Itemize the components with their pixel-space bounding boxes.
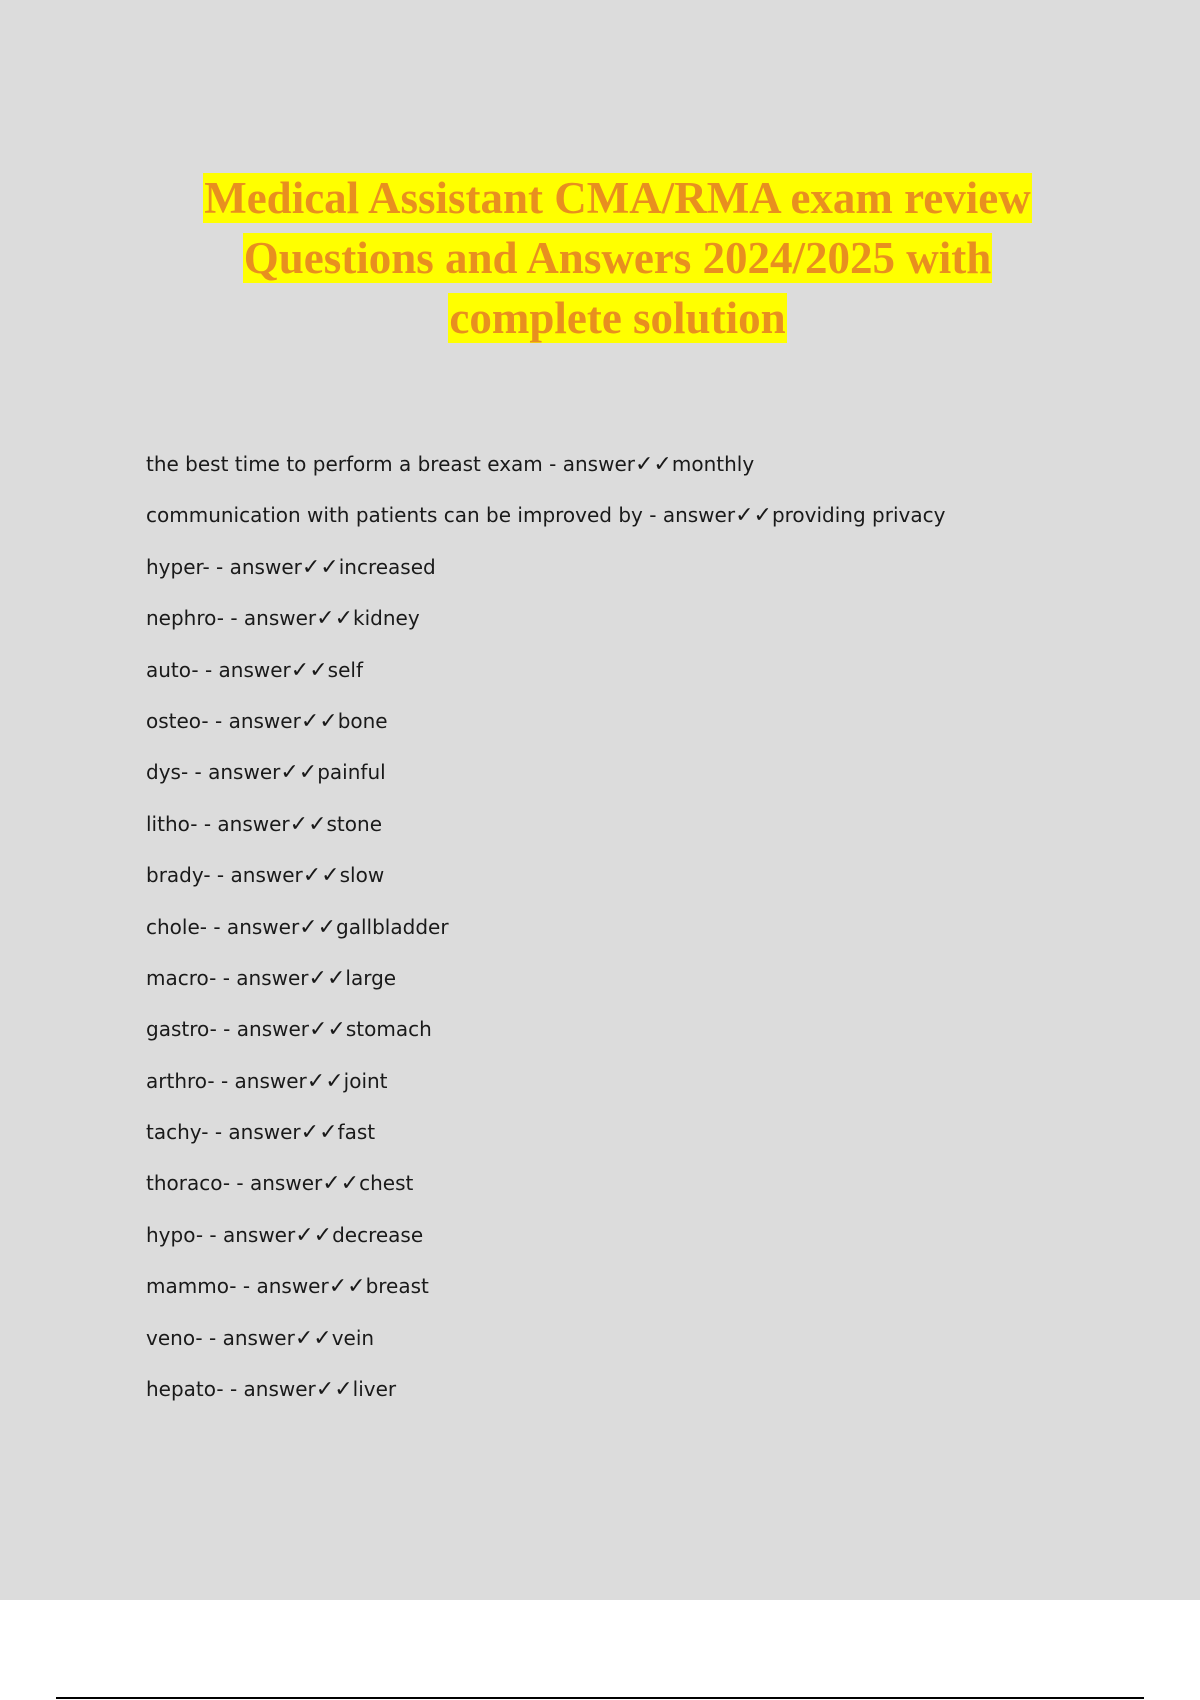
qa-item [146,860,1146,911]
check-mark-icon: ✓✓ [316,606,354,632]
check-mark-icon: ✓✓ [289,811,327,837]
check-mark-icon: ✓✓ [294,1325,332,1351]
check-mark-icon: ✓✓ [299,914,337,940]
question-text: veno- [146,1325,203,1350]
answer-text: providing privacy [771,503,946,528]
qa-item [146,912,1146,963]
qa-item [146,809,1146,860]
question-text: nephro- [146,606,224,631]
question-text: hepato- [146,1377,224,1402]
question-text: hyper- [146,554,210,579]
answer-separator: - answer [223,606,317,631]
question-text: thoraco- [146,1171,231,1196]
question-text: tachy- [146,1120,209,1145]
title-line-2: Questions and Answers 2024/2025 with [243,233,992,283]
check-mark-icon: ✓✓ [308,965,346,991]
qa-item [146,552,1146,603]
qa-item [146,449,1146,500]
answer-text: chest [359,1171,414,1196]
qa-item [146,757,1146,808]
qa-item [146,655,1146,706]
question-text: mammo- [146,1274,237,1299]
question-text: auto- [146,657,199,682]
question-text: brady- [146,863,211,888]
check-mark-icon: ✓✓ [302,863,340,889]
question-text: dys- [146,760,189,785]
qa-item [146,1323,1146,1374]
qa-item [146,1271,1146,1322]
answer-text: vein [331,1325,375,1350]
qa-item [146,1014,1146,1065]
answer-separator: - answer [202,1325,295,1350]
answer-separator: - answer [188,760,281,785]
answer-text: self [327,657,363,682]
answer-separator: - answer [210,863,303,888]
qa-item [146,1168,1146,1219]
check-mark-icon: ✓✓ [300,1120,338,1146]
title-line-1: Medical Assistant CMA/RMA exam review [204,173,1031,223]
qa-list [146,449,1146,1425]
answer-separator: - answer [216,1017,309,1042]
answer-text: painful [317,760,386,785]
question-text: litho- [146,811,198,836]
answer-separator: - answer [236,1274,329,1299]
answer-text: decrease [332,1222,424,1247]
answer-separator: - answer [223,1377,316,1402]
answer-text: kidney [353,606,420,631]
qa-item [146,1220,1146,1271]
qa-item [146,500,1146,551]
question-text: arthro- [146,1068,215,1093]
answer-text: bone [337,708,388,733]
question-text: communication with patients can be improved by [146,503,643,528]
check-mark-icon: ✓✓ [301,554,339,580]
answer-text: liver [352,1377,397,1402]
check-mark-icon: ✓✓ [306,1068,344,1094]
answer-separator: - answer [209,554,302,579]
answer-separator: - answer [542,452,635,476]
answer-text: fast [337,1120,376,1145]
check-mark-icon: ✓✓ [322,1171,360,1197]
question-text: chole- [146,914,207,939]
answer-text: monthly [671,452,755,476]
answer-separator: - answer [203,1222,296,1247]
answer-separator: - answer [198,657,291,682]
question-text: hypo- [146,1222,204,1247]
check-mark-icon: ✓✓ [328,1274,366,1300]
answer-text: breast [365,1274,429,1299]
check-mark-icon: ✓✓ [315,1377,353,1403]
answer-text: increased [338,554,436,579]
answer-text: slow [339,863,385,888]
answer-text: joint [343,1068,388,1093]
answer-separator: - answer [216,965,309,990]
answer-separator: - answer [208,708,301,733]
check-mark-icon: ✓✓ [295,1222,333,1248]
answer-separator: - answer [207,914,300,939]
answer-separator: - answer [197,811,290,836]
check-mark-icon: ✓✓ [634,452,672,477]
question-text: osteo- [146,708,209,733]
question-text: macro- [146,965,217,990]
check-mark-icon: ✓✓ [735,503,772,529]
document-title [0,168,1200,348]
answer-separator: - answer [230,1171,323,1196]
answer-text: large [345,965,397,990]
answer-separator: - answer [214,1068,307,1093]
qa-item [146,963,1146,1014]
answer-text: stone [326,811,382,836]
qa-item [146,1374,1146,1425]
question-text: gastro- [146,1017,217,1042]
footer-divider [56,1697,1144,1699]
qa-item [146,706,1146,757]
qa-item [146,1066,1146,1117]
answer-text: stomach [345,1017,432,1042]
qa-item [146,1117,1146,1168]
answer-separator: - answer [642,503,736,528]
check-mark-icon: ✓✓ [309,1017,346,1043]
answer-separator: - answer [208,1120,301,1145]
check-mark-icon: ✓✓ [300,708,338,734]
check-mark-icon: ✓✓ [290,657,328,683]
answer-text: gallbladder [336,914,449,939]
check-mark-icon: ✓✓ [280,760,318,786]
question-text: the best time to perform a breast exam [146,452,543,476]
qa-item [146,603,1146,654]
title-line-3: complete solution [449,293,786,343]
